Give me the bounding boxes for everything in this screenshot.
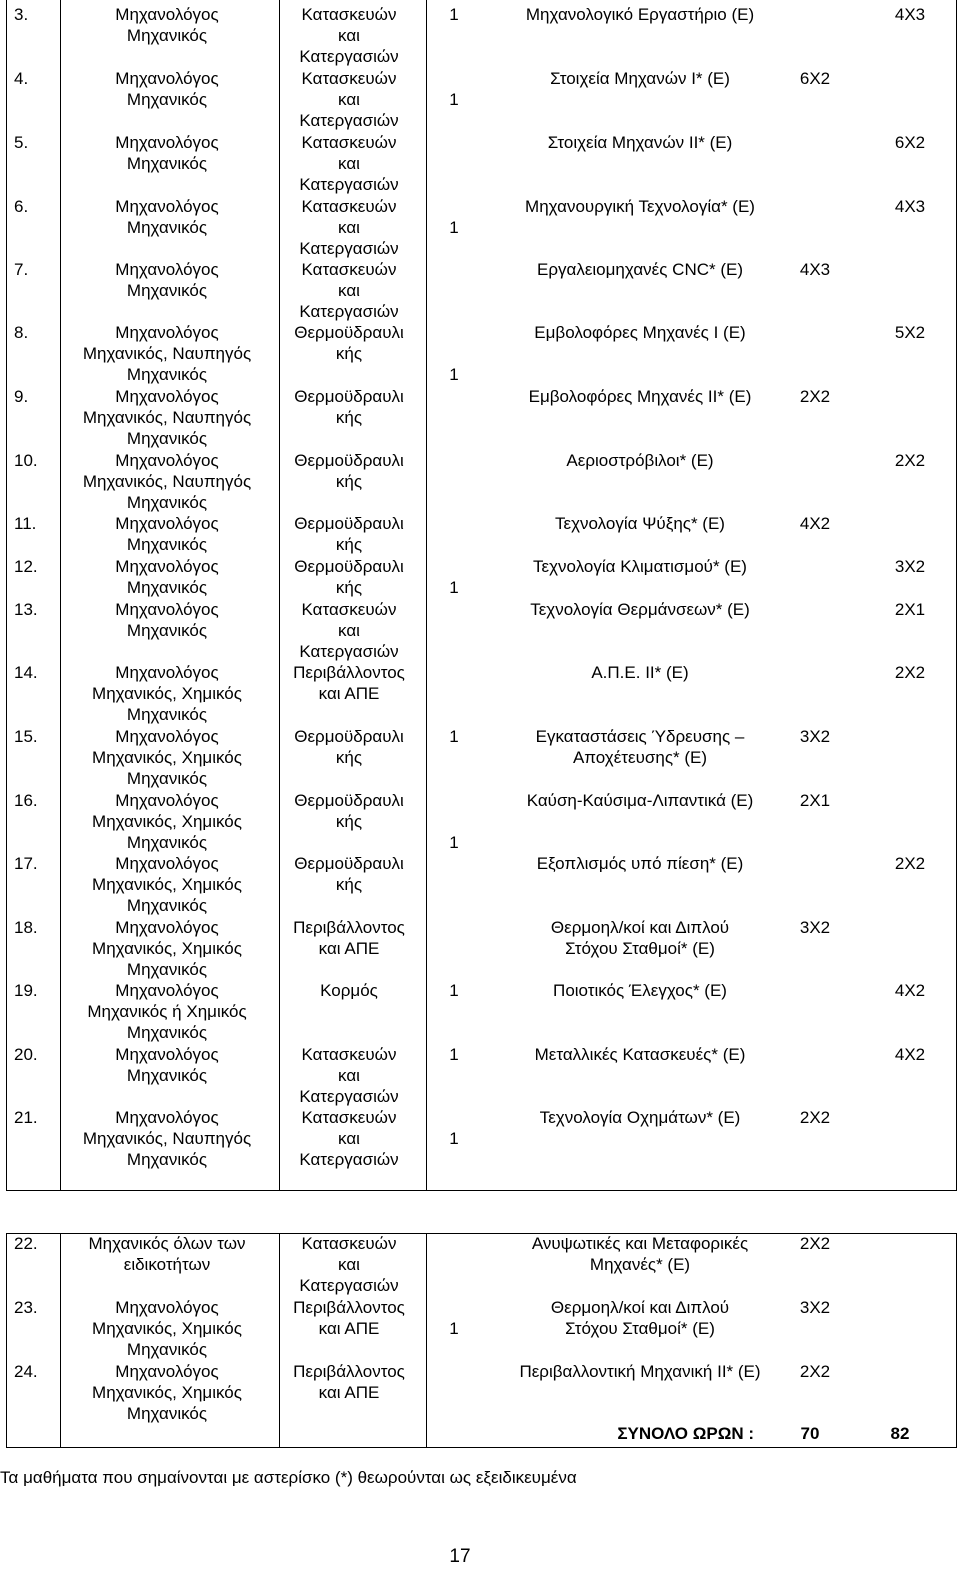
course-cell: Περιβαλλοντική Μηχανική ΙΙ* (Ε): [519, 1362, 761, 1381]
course-cell: Εμβολοφόρες Μηχανές Ι (Ε): [534, 323, 746, 342]
specialty-cell: Μηχανολόγος Μηχανικός, Ναυπηγός Μηχανικός: [82, 323, 252, 384]
specialty-cell: Μηχανολόγος Μηχανικός ή Χημικός Μηχανικός: [87, 981, 247, 1042]
specialty-cell: Μηχανολόγος Μηχανικός, Χημικός Μηχανικός: [92, 791, 242, 852]
hours-second-cell: 5Χ2: [894, 323, 926, 342]
row-number: 17.: [14, 854, 38, 873]
hours-second-cell: 6Χ2: [894, 133, 926, 152]
row-number: 4.: [14, 69, 29, 88]
specialty-cell: Μηχανολόγος Μηχανικός, Χημικός Μηχανικός: [92, 918, 242, 979]
hours-second-cell: 4Χ3: [894, 5, 926, 24]
specialty-cell: Μηχανολόγος Μηχανικός, Ναυπηγός Μηχανικός: [82, 1108, 252, 1169]
specialty-cell: Μηχανολόγος Μηχανικός: [115, 557, 219, 597]
row-number: 11.: [14, 514, 37, 533]
section-cell: Κατασκευών και Κατεργασιών: [299, 1108, 399, 1169]
section-cell: Περιβάλλοντος και ΑΠΕ: [293, 1362, 405, 1402]
row-number: 10.: [14, 451, 38, 470]
hours-first-cell: 2Χ2: [799, 387, 831, 406]
specialty-cell: Μηχανολόγος Μηχανικός, Χημικός Μηχανικός: [92, 1362, 242, 1423]
course-cell: Ανυψωτικές και Μεταφορικές Μηχανές* (Ε): [531, 1234, 749, 1274]
count-cell: 1: [449, 981, 459, 1000]
course-cell: Μηχανουργική Τεχνολογία* (Ε): [525, 197, 755, 216]
course-cell: Εμβολοφόρες Μηχανές ΙΙ* (Ε): [528, 387, 752, 406]
section-cell: Κατασκευών και Κατεργασιών: [299, 600, 399, 661]
total-hours-first: 70: [800, 1424, 820, 1443]
hours-second-cell: 2Χ1: [894, 600, 926, 619]
row-number: 18.: [14, 918, 38, 937]
row-number: 6.: [14, 197, 29, 216]
hours-first-cell: 2Χ2: [799, 1234, 831, 1253]
specialty-cell: Μηχανολόγος Μηχανικός: [115, 69, 219, 109]
section-cell: Θερμοϋδραυλι κής: [294, 727, 404, 767]
row-number: 21.: [14, 1108, 38, 1127]
specialty-cell: Μηχανολόγος Μηχανικός: [115, 600, 219, 640]
course-cell: Καύση-Καύσιμα-Λιπαντικά (Ε): [526, 791, 754, 810]
specialty-cell: Μηχανολόγος Μηχανικός, Χημικός Μηχανικός: [92, 727, 242, 788]
count-cell: 1: [449, 5, 459, 24]
section-cell: Κατασκευών και Κατεργασιών: [299, 133, 399, 194]
section-cell: Περιβάλλοντος και ΑΠΕ: [293, 918, 405, 958]
course-cell: Στοιχεία Μηχανών Ι* (Ε): [550, 69, 730, 88]
specialty-cell: Μηχανολόγος Μηχανικός: [115, 514, 219, 554]
section-cell: Κατασκευών και Κατεργασιών: [299, 69, 399, 130]
course-cell: Εγκαταστάσεις Ύδρευσης – Αποχέτευσης* (Ε): [535, 727, 745, 767]
hours-second-cell: 2Χ2: [894, 663, 926, 682]
row-number: 8.: [14, 323, 29, 342]
course-cell: Ποιοτικός Έλεγχος* (Ε): [553, 981, 727, 1000]
total-hours-second: 82: [890, 1424, 910, 1443]
section-cell: Περιβάλλοντος και ΑΠΕ: [293, 663, 405, 703]
row-number: 15.: [14, 727, 38, 746]
hours-first-cell: 3Χ2: [799, 1298, 831, 1317]
hours-second-cell: 4Χ2: [894, 1045, 926, 1064]
specialty-cell: Μηχανολόγος Μηχανικός: [115, 1045, 219, 1085]
section-cell: Κατασκευών και Κατεργασιών: [299, 1045, 399, 1106]
specialty-cell: Μηχανικός όλων των ειδικοτήτων: [88, 1234, 246, 1274]
hours-first-cell: 3Χ2: [799, 727, 831, 746]
section-cell: Κατασκευών και Κατεργασιών: [299, 197, 399, 258]
total-hours-label: ΣΥΝΟΛΟ ΩΡΩΝ :: [617, 1424, 754, 1443]
hours-first-cell: 4Χ2: [799, 514, 831, 533]
specialty-cell: Μηχανολόγος Μηχανικός: [115, 260, 219, 300]
count-cell: 1: [449, 727, 459, 746]
section-cell: Κατασκευών και Κατεργασιών: [299, 5, 399, 66]
section-cell: Θερμοϋδραυλι κής: [294, 323, 404, 363]
course-cell: Θερμοηλ/κοί και Διπλού Στόχου Σταθμοί* (Ε): [550, 1298, 730, 1338]
page-number: 17: [449, 1546, 471, 1567]
row-number: 3.: [14, 5, 29, 24]
section-cell: Περιβάλλοντος και ΑΠΕ: [293, 1298, 405, 1338]
course-cell: Εξοπλισμός υπό πίεση* (Ε): [536, 854, 744, 873]
course-cell: Τεχνολογία Θερμάνσεων* (Ε): [530, 600, 750, 619]
row-number: 23.: [14, 1298, 38, 1317]
hours-first-cell: 2Χ1: [799, 791, 831, 810]
hours-second-cell: 4Χ3: [894, 197, 926, 216]
section-cell: Θερμοϋδραυλι κής: [294, 387, 404, 427]
row-number: 9.: [14, 387, 29, 406]
section-cell: Κορμός: [320, 981, 378, 1000]
count-cell: 1: [449, 1045, 459, 1064]
hours-first-cell: 6Χ2: [799, 69, 831, 88]
section-cell: Θερμοϋδραυλι κής: [294, 514, 404, 554]
section-cell: Θερμοϋδραυλι κής: [294, 854, 404, 894]
specialty-cell: Μηχανολόγος Μηχανικός: [115, 133, 219, 173]
row-number: 22.: [14, 1234, 38, 1253]
row-number: 13.: [14, 600, 38, 619]
course-cell: Εργαλειομηχανές CNC* (Ε): [536, 260, 744, 279]
row-number: 5.: [14, 133, 29, 152]
course-cell: Α.Π.Ε. ΙΙ* (Ε): [591, 663, 689, 682]
specialty-cell: Μηχανολόγος Μηχανικός, Ναυπηγός Μηχανικός: [82, 451, 252, 512]
hours-first-cell: 4Χ3: [799, 260, 831, 279]
course-cell: Μηχανολογικό Εργαστήριο (Ε): [525, 5, 755, 24]
course-cell: Τεχνολογία Ψύξης* (Ε): [555, 514, 725, 533]
section-cell: Θερμοϋδραυλι κής: [294, 451, 404, 491]
count-cell: 1: [449, 1129, 459, 1148]
row-number: 14.: [14, 663, 38, 682]
section-cell: Θερμοϋδραυλι κής: [294, 791, 404, 831]
specialty-cell: Μηχανολόγος Μηχανικός: [115, 5, 219, 45]
count-cell: 1: [449, 365, 459, 384]
count-cell: 1: [449, 578, 459, 597]
course-cell: Αεριοστρόβιλοι* (Ε): [566, 451, 714, 470]
section-cell: Κατασκευών και Κατεργασιών: [299, 1234, 399, 1295]
specialty-cell: Μηχανολόγος Μηχανικός: [115, 197, 219, 237]
section-cell: Θερμοϋδραυλι κής: [294, 557, 404, 597]
row-number: 7.: [14, 260, 29, 279]
row-number: 24.: [14, 1362, 38, 1381]
course-cell: Θερμοηλ/κοί και Διπλού Στόχου Σταθμοί* (Ε): [550, 918, 730, 958]
footnote: Τα μαθήματα που σημαίνονται με αστερίσκο (*) θεωρούνται ως εξειδικευμένα: [0, 1468, 577, 1487]
hours-first-cell: 2Χ2: [799, 1362, 831, 1381]
count-cell: 1: [449, 1319, 459, 1338]
column-divider: [426, 1234, 427, 1447]
section-cell: Κατασκευών και Κατεργασιών: [299, 260, 399, 321]
row-number: 16.: [14, 791, 38, 810]
hours-second-cell: 4Χ2: [894, 981, 926, 1000]
hours-second-cell: 2Χ2: [894, 451, 926, 470]
row-number: 12.: [14, 557, 38, 576]
course-cell: Μεταλλικές Κατασκευές* (Ε): [534, 1045, 746, 1064]
course-cell: Τεχνολογία Οχημάτων* (Ε): [539, 1108, 741, 1127]
hours-first-cell: 2Χ2: [799, 1108, 831, 1127]
hours-first-cell: 3Χ2: [799, 918, 831, 937]
specialty-cell: Μηχανολόγος Μηχανικός, Χημικός Μηχανικός: [92, 854, 242, 915]
count-cell: 1: [449, 833, 459, 852]
row-number: 19.: [14, 981, 38, 1000]
specialty-cell: Μηχανολόγος Μηχανικός, Ναυπηγός Μηχανικός: [82, 387, 252, 448]
hours-second-cell: 3Χ2: [894, 557, 926, 576]
count-cell: 1: [449, 218, 459, 237]
row-number: 20.: [14, 1045, 38, 1064]
count-cell: 1: [449, 90, 459, 109]
course-cell: Τεχνολογία Κλιματισμού* (Ε): [533, 557, 747, 576]
specialty-cell: Μηχανολόγος Μηχανικός, Χημικός Μηχανικός: [92, 1298, 242, 1359]
course-cell: Στοιχεία Μηχανών ΙΙ* (Ε): [547, 133, 733, 152]
specialty-cell: Μηχανολόγος Μηχανικός, Χημικός Μηχανικός: [92, 663, 242, 724]
hours-second-cell: 2Χ2: [894, 854, 926, 873]
